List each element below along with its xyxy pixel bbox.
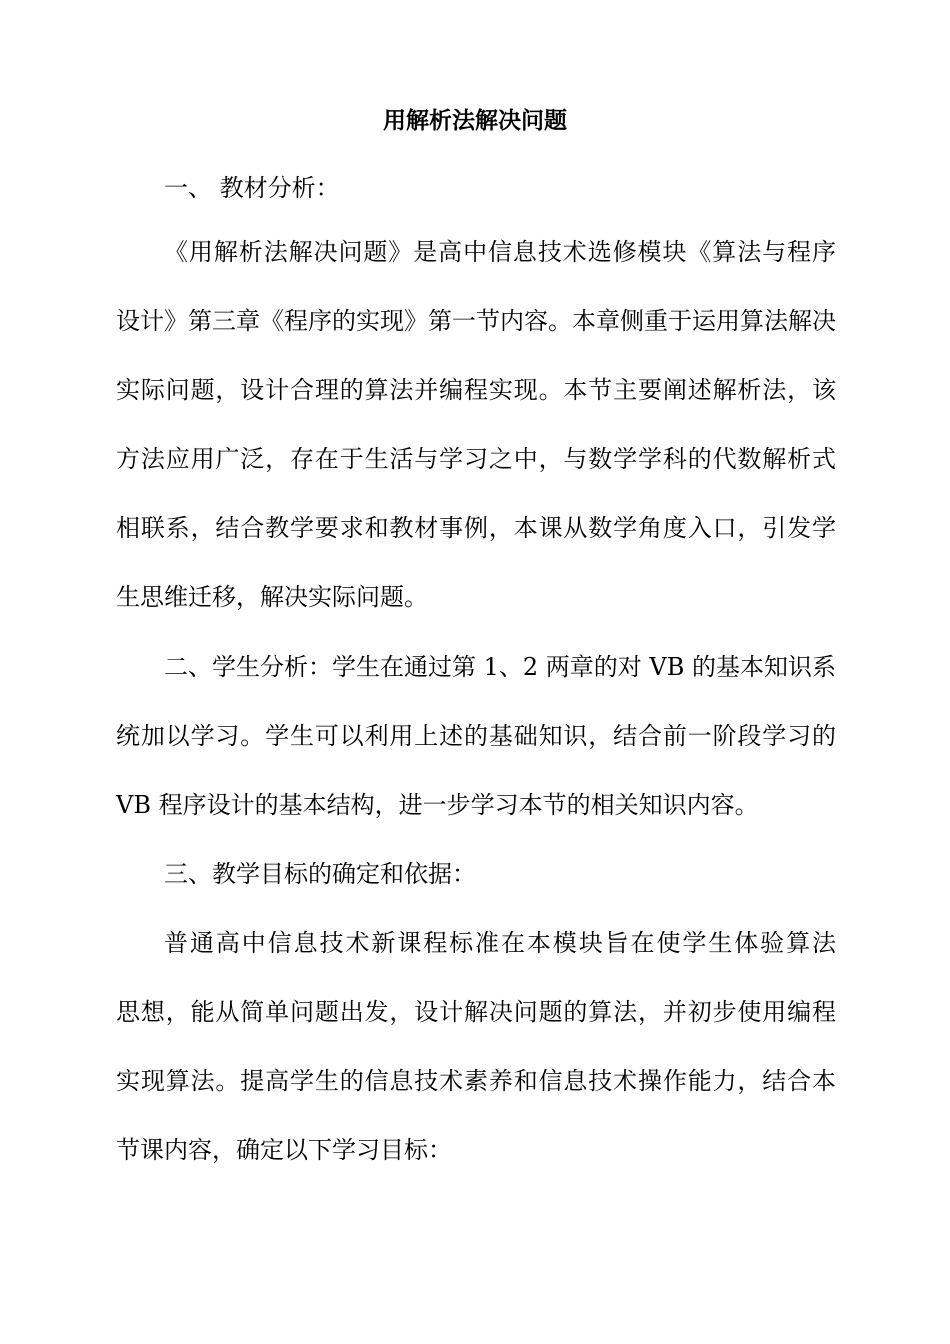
paragraph-line: 节课内容，确定以下学习目标： [116, 1136, 452, 1164]
section-heading-textbook-analysis: 一、 教材分析： [164, 174, 340, 202]
paragraph-line: 相联系，结合教学要求和教材事例，本课从数学角度入口，引发学 [116, 514, 836, 542]
paragraph-line: 设计》第三章《程序的实现》第一节内容。本章侧重于运用算法解决 [116, 307, 836, 335]
section-heading-student-analysis: 二、学生分析：学生在通过第 1、2 两章的对 VB 的基本知识系 [164, 653, 836, 681]
paragraph-line: 普通高中信息技术新课程标准在本模块旨在使学生体验算法 [164, 929, 836, 957]
paragraph-line: 实际问题，设计合理的算法并编程实现。本节主要阐述解析法，该 [116, 376, 836, 404]
paragraph-line: 方法应用广泛，存在于生活与学习之中，与数学学科的代数解析式 [116, 445, 836, 473]
paragraph-line: 实现算法。提高学生的信息技术素养和信息技术操作能力，结合本 [116, 1067, 836, 1095]
paragraph-line: 生思维迁移，解决实际问题。 [116, 583, 428, 611]
paragraph-line: 统加以学习。学生可以利用上述的基础知识，结合前一阶段学习的 [116, 722, 836, 750]
paragraph-line: 《用解析法解决问题》是高中信息技术选修模块《算法与程序 [164, 238, 836, 266]
paragraph-line: VB 程序设计的基本结构，进一步学习本节的相关知识内容。 [116, 791, 759, 819]
section-heading-teaching-objectives: 三、教学目标的确定和依据： [164, 860, 476, 888]
paragraph-line: 思想，能从简单问题出发，设计解决问题的算法，并初步使用编程 [116, 998, 836, 1026]
document-title: 用解析法解决问题 [383, 107, 567, 134]
